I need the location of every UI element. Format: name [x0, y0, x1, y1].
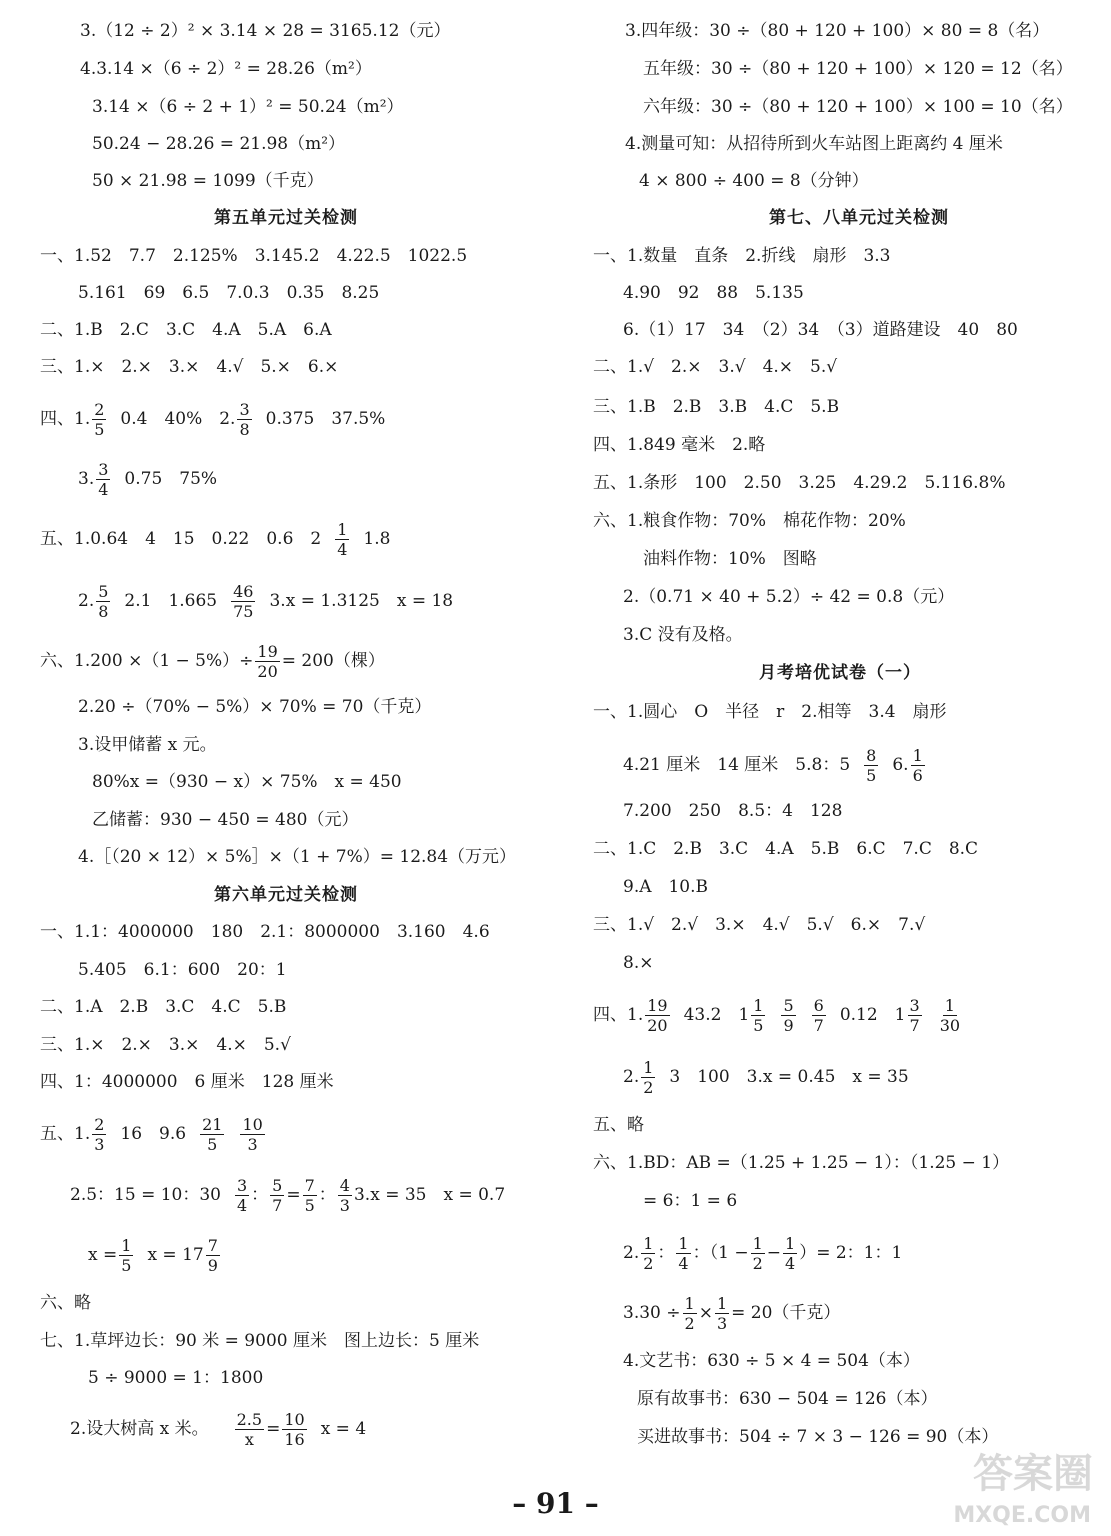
answer-line: 2.（0.71 × 40 + 5.2）÷ 42 = 0.8（元） [623, 587, 955, 607]
answer-line: 三、1.B 2.B 3.B 4.C 5.B [593, 397, 840, 417]
fraction: $\frac{1}{4}$ [337, 520, 348, 559]
text-segment: 2.设大树高 x 米。 [70, 1419, 209, 1439]
answer-line: 二、1.A 2.B 3.C 4.C 5.B [40, 997, 287, 1017]
answer-line: 4.90 92 88 5.135 [623, 283, 804, 303]
answer-line: 5.405 6.1：600 20：1 [78, 960, 287, 980]
text-segment: x = [88, 1245, 118, 1265]
answer-line: 7.200 250 8.5：4 128 [623, 801, 843, 821]
text-segment: 2. [78, 591, 95, 611]
fraction: $\frac{10}{3}$ [242, 1115, 263, 1154]
answer-line: 二、1.√ 2.× 3.√ 4.× 5.√ [593, 357, 838, 377]
fraction: $\frac{1}{30}$ [939, 996, 961, 1035]
fraction: $\frac{1}{4}$ [785, 1234, 796, 1273]
fraction: $\frac{19}{20}$ [257, 642, 278, 681]
text-segment: 6. [892, 755, 909, 775]
text-segment: × [698, 1303, 713, 1323]
fraction: $\frac{3}{8}$ [239, 400, 250, 439]
answer-line: 三、1.× 2.× 3.× 4.× 5.√ [40, 1035, 291, 1055]
text-segment: 3.x = 1.3125 x = 18 [269, 591, 454, 611]
answer-line: 2.20 ÷（70% − 5%）× 70% = 70（千克） [78, 697, 432, 717]
fraction: $\frac{8}{5}$ [866, 746, 877, 785]
answer-line: 油料作物：10% 图略 [643, 549, 817, 569]
answer-line [40, 1115, 267, 1154]
text-segment: 2.5：15 = 10：30 [70, 1185, 221, 1205]
section-heading: 月考培优试卷（一） [759, 663, 921, 683]
fraction: $\frac{1}{5}$ [753, 996, 764, 1035]
answer-line [88, 1236, 222, 1275]
answer-line: 80%x =（930 − x）× 75% x = 450 [92, 772, 402, 792]
fraction: $\frac{4}{3}$ [339, 1176, 350, 1215]
fraction: $\frac{1}{2}$ [752, 1234, 763, 1273]
text-segment: = 200（棵） [281, 651, 385, 671]
answer-line: 买进故事书：504 ÷ 7 × 3 − 126 = 90（本） [637, 1427, 999, 1447]
answer-line: 4.文艺书：630 ÷ 5 × 4 = 504（本） [623, 1351, 920, 1371]
text-segment: 2. [623, 1067, 640, 1087]
answer-line: 五年级：30 ÷（80 + 120 + 100）× 120 = 12（名） [643, 59, 1073, 79]
answer-line [623, 746, 927, 785]
text-segment: 0.375 37.5% [265, 409, 386, 429]
answer-line: 三、1.√ 2.√ 3.× 4.√ 5.√ 6.× 7.√ [593, 915, 926, 935]
fraction: $\frac{1}{4}$ [678, 1234, 689, 1273]
text-segment: ： [251, 1185, 269, 1205]
answer-line [78, 582, 453, 621]
answer-line: 六、略 [40, 1293, 91, 1313]
text-segment: 3.x = 35 x = 0.7 [353, 1185, 506, 1205]
answer-line [70, 1410, 366, 1449]
watermark-url: MXQE.COM [953, 1503, 1091, 1528]
answer-line: 五、1.条形 100 2.50 3.25 4.29.2 5.116.8% [593, 473, 1006, 493]
fraction: $\frac{5}{8}$ [98, 582, 109, 621]
fraction: $\frac{2}{5}$ [94, 400, 105, 439]
answer-line: 一、1.1：4000000 180 2.1：8000000 3.160 4.6 [40, 922, 490, 942]
page-number: – 91 – [512, 1487, 599, 1520]
answer-line [623, 1058, 909, 1097]
answer-line [40, 400, 385, 439]
answer-line: 一、1.圆心 O 半径 r 2.相等 3.4 扇形 [593, 702, 947, 722]
answer-line: 六、1.BD：AB =（1.25 + 1.25 − 1）：（1.25 − 1） [593, 1153, 1010, 1173]
section-heading: 第六单元过关检测 [214, 885, 358, 905]
fraction: $\frac{6}{7}$ [813, 996, 824, 1035]
answer-line: 3.C 没有及格。 [623, 625, 743, 645]
text-segment: ：（1 − [692, 1243, 749, 1263]
site-watermark [947, 1442, 1097, 1530]
fraction: $\frac{2.5}{x}$ [236, 1410, 263, 1449]
answer-line: 原有故事书：630 − 504 = 126（本） [637, 1389, 938, 1409]
answer-line [78, 460, 217, 499]
text-segment: 四、1. [40, 409, 91, 429]
fraction: $\frac{5}{9}$ [783, 996, 794, 1035]
text-segment: 3. [78, 469, 95, 489]
text-segment: ： [318, 1185, 336, 1205]
text-segment: 0.12 1 [839, 1005, 906, 1025]
text-segment: = [266, 1419, 281, 1439]
text-segment: ）= 2：1：1 [799, 1243, 903, 1263]
answer-line [70, 1176, 505, 1215]
answer-line [40, 520, 390, 559]
fraction: $\frac{1}{3}$ [716, 1294, 728, 1333]
fraction: $\frac{3}{4}$ [236, 1176, 248, 1215]
text-segment: x = 17 [147, 1245, 204, 1265]
fraction: $\frac{1}{5}$ [121, 1236, 132, 1275]
answer-line: 4 × 800 ÷ 400 = 8（分钟） [639, 171, 869, 191]
answer-line: 七、1.草坪边长：90 米 = 9000 厘米 图上边长：5 厘米 [40, 1331, 480, 1351]
answer-line: 六、1.粮食作物：70% 棉花作物：20% [593, 511, 906, 531]
fraction: $\frac{10}{16}$ [284, 1410, 305, 1449]
answer-line: 50.24 − 28.26 = 21.98（m²） [92, 134, 346, 154]
text-segment: − [766, 1243, 782, 1263]
fraction: $\frac{1}{2}$ [643, 1234, 654, 1273]
answer-line: 5 ÷ 9000 = 1：1800 [88, 1368, 264, 1388]
text-segment: ： [657, 1243, 675, 1263]
watermark-logo-text: 答案圈 [973, 1451, 1093, 1497]
answer-line: 四、1.849 毫米 2.略 [593, 435, 766, 455]
fraction: $\frac{1}{6}$ [912, 746, 923, 785]
answer-line: 4.测量可知：从招待所到火车站图上距离约 4 厘米 [625, 134, 1003, 154]
answer-line: 8.× [623, 953, 654, 973]
fraction: $\frac{5}{7}$ [272, 1176, 283, 1215]
answer-line: 3.（12 ÷ 2）² × 3.14 × 28 = 3165.12（元） [80, 21, 451, 41]
answer-line: 9.A 10.B [623, 877, 709, 897]
answer-line: 三、1.× 2.× 3.× 4.√ 5.× 6.× [40, 357, 339, 377]
fraction: $\frac{1}{2}$ [643, 1058, 654, 1097]
fraction: $\frac{7}{9}$ [207, 1236, 218, 1275]
text-segment: x = 4 [320, 1419, 367, 1439]
text-segment: 4.21 厘米 14 厘米 5.8：5 [623, 755, 851, 775]
section-heading: 第七、八单元过关检测 [769, 208, 949, 228]
answer-line: 二、1.B 2.C 3.C 4.A 5.A 6.A [40, 320, 332, 340]
answer-line: 五、略 [593, 1115, 644, 1135]
answer-line: 4.3.14 ×（6 ÷ 2）² = 28.26（m²） [80, 59, 372, 79]
answer-line: = 6：1 = 6 [643, 1191, 738, 1211]
answer-line: 一、1.52 7.7 2.125% 3.145.2 4.22.5 1022.5 [40, 246, 468, 266]
text-segment: 五、1.0.64 4 15 0.22 0.6 2 [40, 529, 322, 549]
text-segment: 四、1. [593, 1005, 644, 1025]
fraction: $\frac{21}{5}$ [202, 1115, 223, 1154]
text-segment: 3 100 3.x = 0.45 x = 35 [669, 1067, 909, 1087]
text-segment: 43.2 1 [683, 1005, 750, 1025]
fraction: $\frac{3}{7}$ [909, 996, 920, 1035]
answer-line [593, 996, 964, 1035]
answer-line: 二、1.C 2.B 3.C 4.A 5.B 6.C 7.C 8.C [593, 839, 979, 859]
fraction: $\frac{19}{20}$ [647, 996, 668, 1035]
answer-line: 50 × 21.98 = 1099（千克） [92, 171, 324, 191]
text-segment: 2.1 1.665 [124, 591, 218, 611]
text-segment: 16 9.6 [120, 1124, 187, 1144]
answer-line: 3.四年级：30 ÷（80 + 120 + 100）× 80 = 8（名） [625, 21, 1050, 41]
text-segment: 2. [623, 1243, 640, 1263]
fraction: $\frac{2}{3}$ [94, 1115, 105, 1154]
text-segment: = [286, 1185, 301, 1205]
answer-line: 6.（1）17 34 （2）34 （3）道路建设 40 80 [623, 320, 1018, 340]
text-segment: 六、1.200 ×（1 − 5%）÷ [40, 651, 254, 671]
answer-line: 3.设甲储蓄 x 元。 [78, 735, 217, 755]
answer-line: 5.161 69 6.5 7.0.3 0.35 8.25 [78, 283, 380, 303]
text-segment: 1.8 [363, 529, 391, 549]
answer-line: 4.［（20 × 12）× 5%］×（1 + 7%）= 12.84（万元） [78, 847, 517, 867]
text-segment: 五、1. [40, 1124, 91, 1144]
section-heading: 第五单元过关检测 [214, 208, 358, 228]
fraction: $\frac{7}{5}$ [304, 1176, 315, 1215]
answer-line [623, 1234, 902, 1273]
text-segment: = 20（千克） [731, 1303, 841, 1323]
answer-line: 乙储蓄：930 − 450 = 480（元） [92, 810, 359, 830]
text-segment: 3.30 ÷ [623, 1303, 681, 1323]
fraction: $\frac{1}{2}$ [684, 1294, 695, 1333]
text-segment: 0.75 75% [124, 469, 218, 489]
answer-line [623, 1294, 840, 1333]
answer-line: 一、1.数量 直条 2.折线 扇形 3.3 [593, 246, 891, 266]
answer-line [40, 642, 385, 681]
answer-line: 四、1：4000000 6 厘米 128 厘米 [40, 1072, 334, 1092]
answer-line: 六年级：30 ÷（80 + 120 + 100）× 100 = 10（名） [643, 97, 1073, 117]
answer-line: 3.14 ×（6 ÷ 2 + 1）² = 50.24（m²） [92, 97, 404, 117]
text-segment: 0.4 40% 2. [120, 409, 236, 429]
fraction: $\frac{3}{4}$ [98, 460, 109, 499]
fraction: $\frac{46}{75}$ [233, 582, 254, 621]
